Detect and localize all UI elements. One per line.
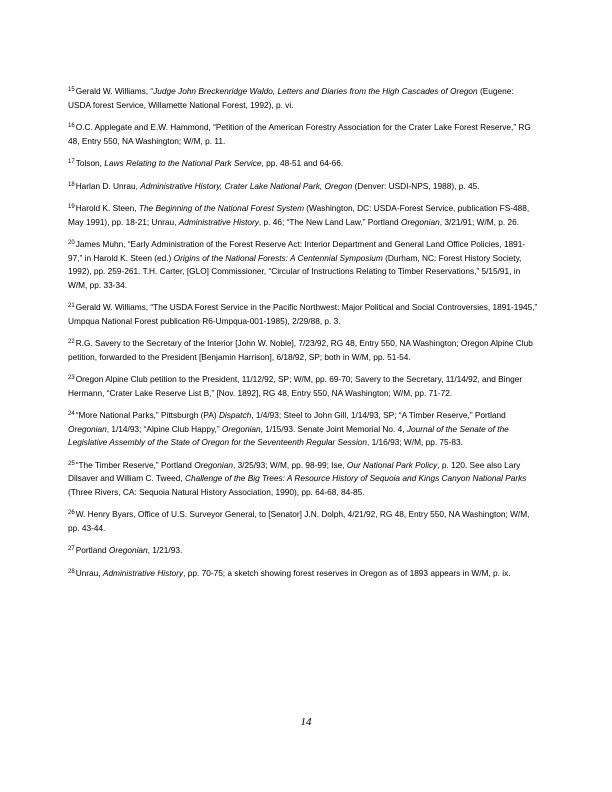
endnote-text: O.C. Applegate and E.W. Hammond, “Petition of the American Forestry Association for the Crater Lake Forest Reserve,” RG 48, Entry 550, NA Washington; W/M, p. 11. xyxy=(68,122,531,146)
endnote-text: “The Timber Reserve,” Portland xyxy=(75,459,195,470)
endnote-text: , 1/16/93; W/M, pp. 75-83. xyxy=(367,437,463,447)
endnote-title: Our National Park Policy xyxy=(346,459,438,470)
endnote-text: , 3/25/93; W/M, pp. 98-99; Ise, xyxy=(232,459,347,470)
endnote-text: , 1/21/93. xyxy=(147,545,183,555)
endnote-text: (Eugene: USDA forest Service, Willamette National Forest, 1992), p. vi. xyxy=(68,86,514,110)
endnote-number: 22 xyxy=(68,339,75,345)
endnote-text: James Muhn, “Early Administration of the Forest Reserve Act: Interior Department and General Land Office Policies, 1891-97,” in Harold K. Steen (ed.) xyxy=(68,239,526,263)
endnote-text: Harold K. Steen, xyxy=(75,203,139,213)
endnote-15 xyxy=(68,85,538,112)
endnote-title: The Beginning of the National Forest System xyxy=(138,203,304,213)
endnote-number: 15 xyxy=(68,87,75,93)
endnote-20 xyxy=(68,238,538,292)
endnote-text: W. Henry Byars, Office of U.S. Surveyor General, to [Senator] J.N. Dolph, 4/21/92, RG 48, Entry 550, NA Washington; W/M, pp. 43-44. xyxy=(68,509,530,533)
endnote-21 xyxy=(68,301,538,328)
endnote-number: 23 xyxy=(68,375,75,381)
page-number: 14 xyxy=(300,716,312,728)
endnote-title: Journal of the Senate of the Legislative Assembly of the State of Oregon for the Seventeenth Regular Session xyxy=(68,423,509,447)
endnote-number: 24 xyxy=(68,411,75,417)
endnote-text: , 3/21/91; W/M, p. 26. xyxy=(439,216,520,227)
endnote-17 xyxy=(68,157,538,171)
endnote-text: Gerald W. Williams, “ xyxy=(75,86,154,96)
endnote-text: , pp. 70-75; a sketch showing forest reserves in Oregon as of 1893 appears in W/M, p. ix. xyxy=(183,567,511,578)
endnote-title: Oregonian xyxy=(194,459,233,470)
endnote-text: , p. 120. See also Lary Dilsaver and William C. Tweed, xyxy=(68,459,521,483)
endnote-22 xyxy=(68,337,538,364)
endnote-number: 26 xyxy=(68,510,75,516)
endnotes-list xyxy=(68,85,538,589)
endnote-text: , 1/4/93; Steel to John Gill, 1/14/93, SP; “A Timber Reserve,” Portland xyxy=(251,410,506,420)
endnote-title: Judge John Breckenridge Waldo, Letters and Diaries from the High Cascades of Oregon xyxy=(153,86,478,96)
endnote-text: Portland xyxy=(75,545,109,555)
endnote-number: 17 xyxy=(68,159,75,165)
endnote-27 xyxy=(68,544,538,558)
endnote-number: 28 xyxy=(68,568,75,575)
endnote-26 xyxy=(68,508,538,535)
endnote-number: 20 xyxy=(68,240,75,246)
endnote-title: Oregonian xyxy=(221,423,261,434)
endnote-number: 27 xyxy=(68,546,75,552)
endnote-24 xyxy=(68,409,538,450)
endnote-19 xyxy=(68,202,538,229)
endnote-text: (Denver: USDI-NPS, 1988), p. 45. xyxy=(352,180,480,191)
endnote-18 xyxy=(68,180,538,194)
endnote-title: Origins of the National Forests: A Centennial Symposium xyxy=(173,252,383,263)
endnote-25 xyxy=(68,459,538,500)
endnote-16 xyxy=(68,121,538,148)
endnote-28 xyxy=(68,567,538,581)
endnote-text: (Three Rivers, CA: Sequoia Natural History Association, 1990), pp. 64-68, 84-85. xyxy=(68,486,365,497)
endnote-text: , 1/14/93; “Alpine Club Happy,” xyxy=(106,423,222,434)
endnote-text: (Durham, NC: Forest History Society, 1992), pp. 259-261. T.H. Carter, [GLO] Commissioner, “Circular of Instructions Relating to Timber Reservations,” 5/15/91, in W/M, pp. 33-34. xyxy=(68,252,522,290)
endnote-number: 21 xyxy=(68,303,75,309)
endnote-text: R.G. Savery to the Secretary of the Interior [John W. Noble], 7/23/92, RG 48, Entry 550, NA Washington; Oregon Alpine Club petition, forwarded to the President [Benjamin Harrison], 6/18/92, SP; both in W/M, pp. 51-54. xyxy=(68,338,533,362)
endnote-title: Administrative History, Crater Lake National Park, Oregon xyxy=(140,180,353,191)
endnote-text: , pp. 48-51 and 64-66. xyxy=(261,158,344,168)
endnote-title: Administrative History xyxy=(102,567,184,578)
endnote-text: “More National Parks,” Pittsburgh (PA) xyxy=(75,410,219,420)
endnote-number: 19 xyxy=(68,204,75,210)
endnote-title: Oregonian xyxy=(68,423,107,434)
endnote-title: Oregonian xyxy=(400,216,440,227)
endnote-number: 25 xyxy=(68,460,75,467)
endnote-title: Administrative History xyxy=(178,216,259,227)
endnote-title: Challenge of the Big Trees: A Resource History of Sequoia and Kings Canyon National Parks xyxy=(184,473,527,483)
endnote-title: Laws Relating to the National Park Service xyxy=(104,158,262,168)
endnote-23 xyxy=(68,373,538,400)
endnote-text: (Washington, DC: USDA-Forest Service, publication FS-488, May 1991), pp. 18-21; Unrau, xyxy=(68,203,530,227)
endnote-title: Dispatch xyxy=(218,410,252,420)
endnote-text: Oregon Alpine Club petition to the President, 11/12/92, SP; W/M, pp. 69-70; Savery to the Secretary, 11/14/92, and Binger Hermann, “Crater Lake Reserve List B,” [Nov. 1892], RG 48, Entry 550, NA Washington; W/M, pp. 71-72. xyxy=(68,374,523,398)
endnote-text: Gerald W. Williams, “The USDA Forest Service in the Pacific Northwest: Major Political and Social Controversies, 1891-1945,” Umpqua National Forest publication R6-Umpqua-001-1985), 2/29/88, p. 3. xyxy=(68,302,538,326)
endnote-text: , p. 46; “The New Land Law,” Portland xyxy=(258,216,401,227)
endnote-text: , 1/15/93. Senate Joint Memorial No. 4, xyxy=(260,423,407,434)
endnote-number: 16 xyxy=(68,123,75,129)
endnote-text: Tolson, xyxy=(75,158,105,168)
endnote-text: Harlan D. Unrau, xyxy=(75,180,141,191)
endnote-number: 18 xyxy=(68,181,75,188)
endnote-title: Oregonian xyxy=(108,545,148,555)
endnote-text: Unrau, xyxy=(75,567,103,578)
